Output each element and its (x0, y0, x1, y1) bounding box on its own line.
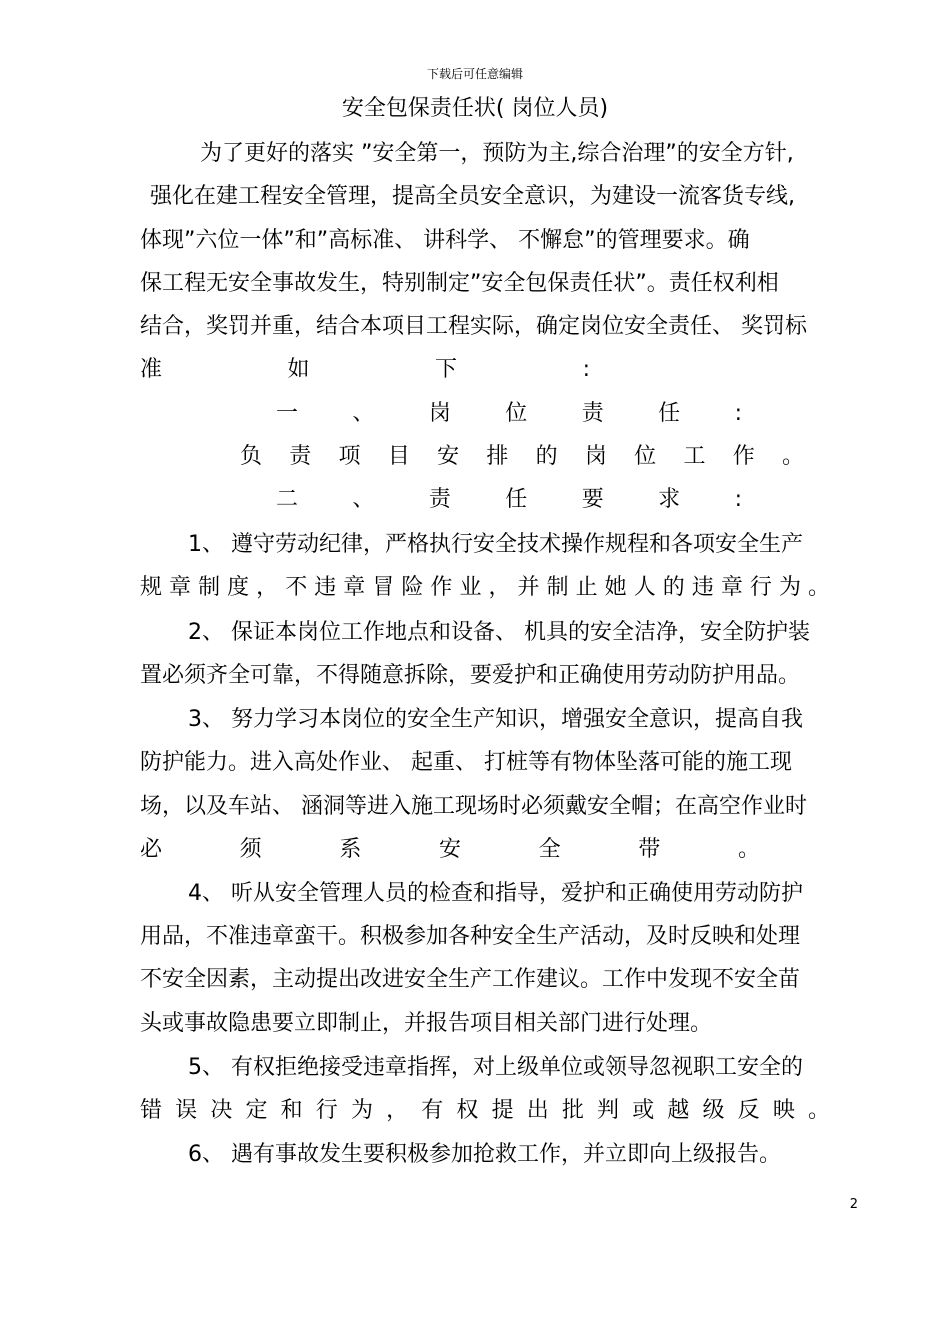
document-title: 安全包保责任状( 岗位人员) (341, 96, 609, 121)
section-body-1: 负责项目安排的岗位工作。 (240, 444, 804, 469)
list-item-line: 不安全因素，主动提出改进安全生产工作建议。工作中发现不安全苗 (140, 967, 801, 992)
paragraph-line: 为了更好的落实 ”安全第一，预防为主,综合治理”的安全方针, (200, 141, 794, 166)
section-heading-1: 一、岗位责任: (276, 401, 742, 426)
list-item-line: 必须系安全带。 (140, 837, 760, 862)
paragraph-line: 强化在建工程安全管理，提高全员安全意识，为建设一流客货专线, (150, 184, 795, 209)
page-number: 2 (849, 1197, 858, 1212)
paragraph-line: 体现”六位一体”和”高标准、 讲科学、 不懈怠”的管理要求。确 (140, 228, 750, 253)
section-heading-2: 二、责任要求: (276, 487, 742, 512)
list-item-line: 置必须齐全可靠，不得随意拆除，要爱护和正确使用劳动防护用品。 (140, 663, 801, 688)
header-note: 下载后可任意编辑 (426, 67, 523, 81)
paragraph-line: 准如下: (140, 357, 590, 382)
list-item-line: 场，以及车站、 涵洞等进入施工现场时必须戴安全帽；在高空作业时 (140, 794, 807, 819)
list-item-line: 2、 保证本岗位工作地点和设备、 机具的安全洁净，安全防护装 (188, 620, 810, 645)
list-item-line: 4、 听从安全管理人员的检查和指导，爱护和正确使用劳动防护 (188, 881, 803, 906)
list-item-line: 规章制度，不违章冒险作业，并制止她人的违章行为。 (140, 575, 830, 600)
list-item-line: 5、 有权拒绝接受违章指挥，对上级单位或领导忽视职工安全的 (188, 1055, 803, 1080)
list-item-line: 头或事故隐患要立即制止，并报告项目相关部门进行处理。 (140, 1011, 713, 1036)
list-item-line: 用品，不准违章蛮干。积极参加各种安全生产活动，及时反映和处理 (140, 924, 801, 949)
list-item-line: 1、 遵守劳动纪律，严格执行安全技术操作规程和各项安全生产 (188, 532, 803, 557)
list-item-line: 防护能力。进入高处作业、 起重、 打桩等有物体坠落可能的施工现 (140, 750, 792, 775)
list-item-line: 3、 努力学习本岗位的安全生产知识，增强安全意识，提高自我 (188, 707, 803, 732)
paragraph-line: 结合，奖罚并重，结合本项目工程实际，确定岗位安全责任、 奖罚标 (140, 314, 807, 339)
list-item-line: 错误决定和行为，有权提出批判或越级反映。 (140, 1098, 830, 1123)
list-item-line: 6、 遇有事故发生要积极参加抢救工作，并立即向上级报告。 (188, 1142, 781, 1167)
paragraph-line: 保工程无安全事故发生，特别制定”安全包保责任状”。责任权利相 (140, 271, 779, 296)
